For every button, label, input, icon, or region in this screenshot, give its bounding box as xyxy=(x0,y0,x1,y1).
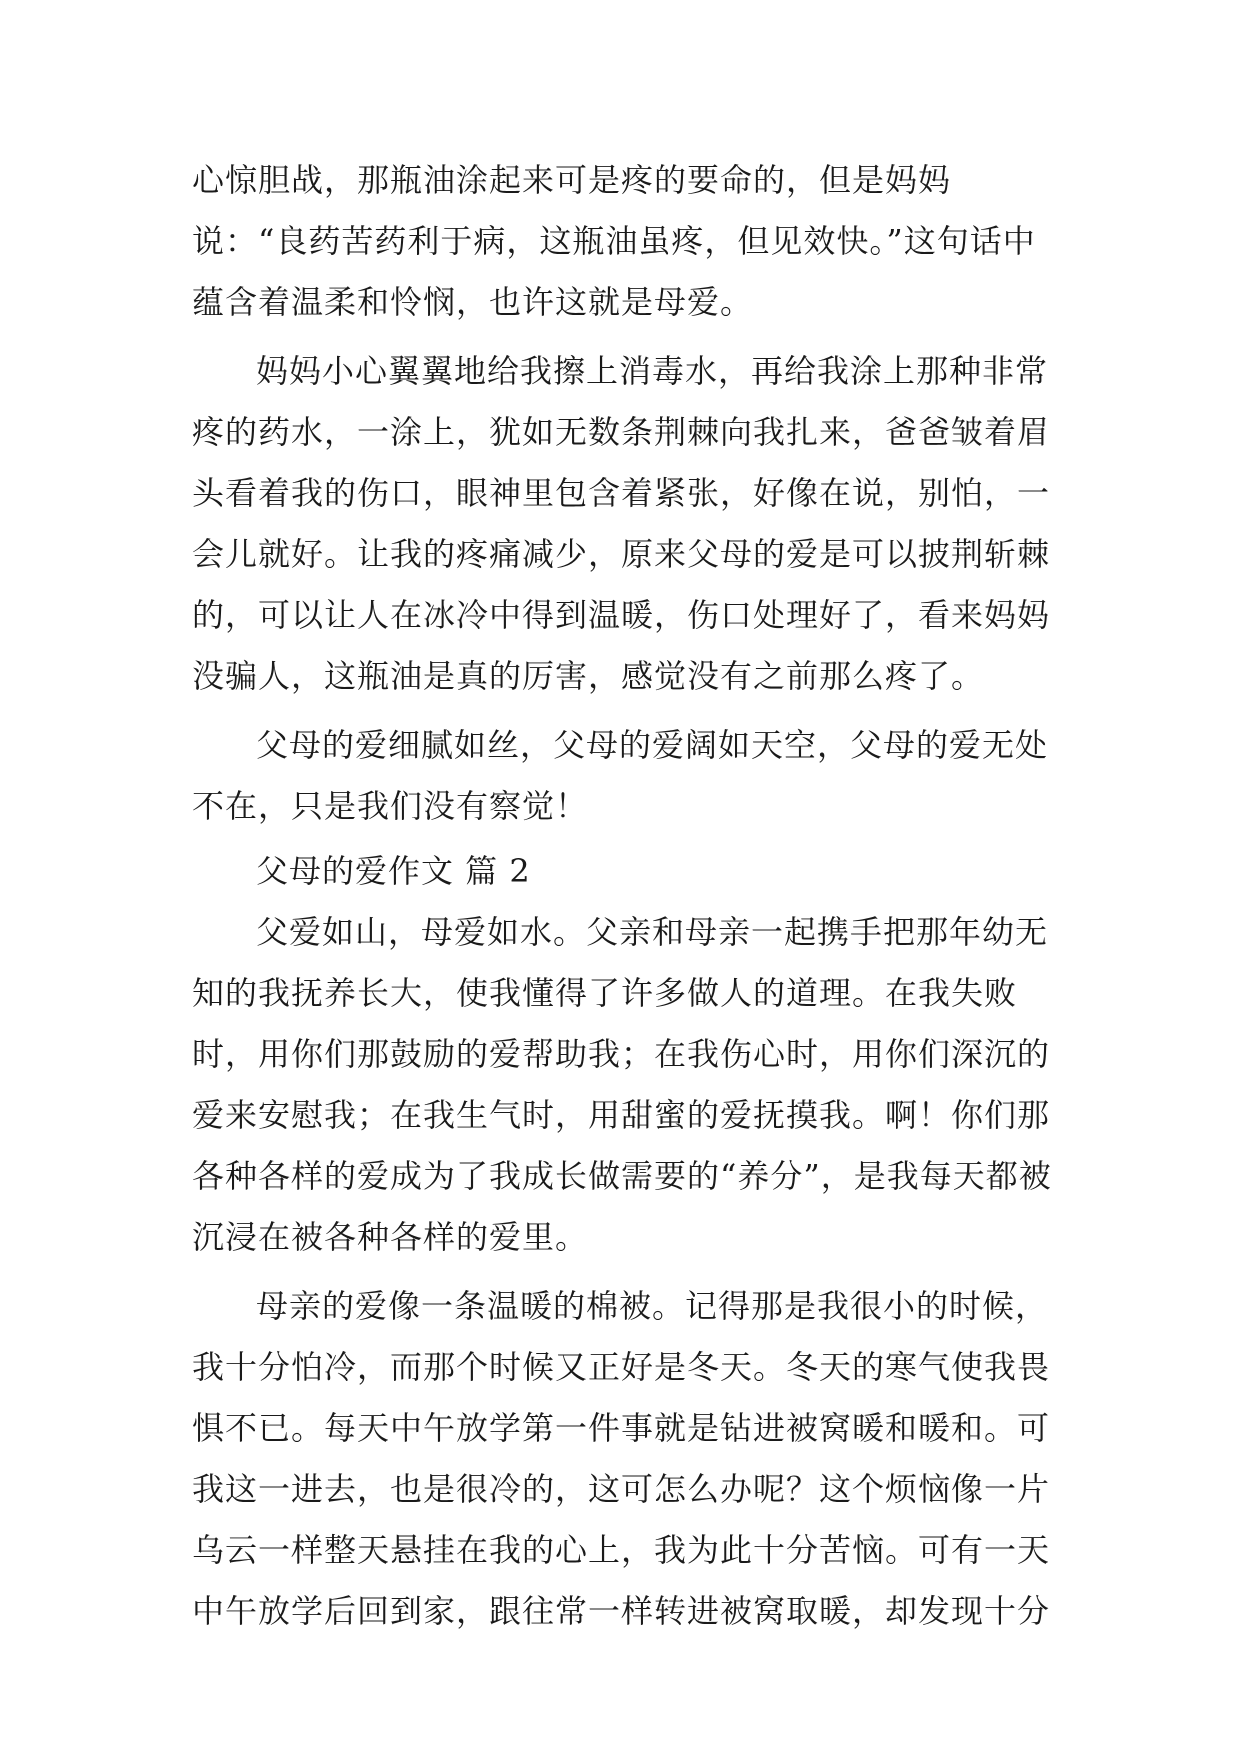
paragraph-treatment: 妈妈小心翼翼地给我擦上消毒水，再给我涂上那种非常疼的药水，一涂上，犹如无数条荆棘向我扎来，爸爸皱着眉头看着我的伤口，眼神里包含着紧张，好像在说，别怕，一会儿就好。让我的疼痛减少，原来父母的爱是可以披荆斩棘的，可以让人在冰冷中得到温暖，伤口处理好了，看来妈妈没骗人，这瓶油是真的厉害，感觉没有之前那么疼了。 xyxy=(192,352,1051,695)
paragraph-mother-quilt: 母亲的爱像一条温暖的棉被。记得那是我很小的时候，我十分怕冷，而那个时候又正好是冬天。冬天的寒气使我畏惧不已。每天中午放学第一件事就是钻进被窝暖和暖和。可我这一进去，也是很冷的，这可怎么办呢？这个烦恼像一片乌云一样整天悬挂在我的心上，我为此十分苦恼。可有一天中午放学后回到家，跟往常一样转进被窝取暖，却发现十分 xyxy=(192,1287,1051,1630)
paragraph-continuation: 心惊胆战，那瓶油涂起来可是疼的要命的，但是妈妈说：“良药苦药利于病，这瓶油虽疼，但见效快。”这句话中蕴含着温柔和怜悯，也许这就是母爱。 xyxy=(192,161,1036,321)
paragraph-father-mother: 父爱如山，母爱如水。父亲和母亲一起携手把那年幼无知的我抚养长大，使我懂得了许多做人的道理。在我失败时，用你们那鼓励的爱帮助我；在我伤心时，用你们深沉的爱来安慰我；在我生气时，用甜蜜的爱抚摸我。啊！你们那各种各样的爱成为了我成长做需要的“养分”，是我每天都被沉浸在被各种各样的爱里。 xyxy=(192,913,1052,1256)
document-body xyxy=(192,150,1052,1642)
paragraph-parents-love: 父母的爱细腻如丝，父母的爱阔如天空，父母的爱无处不在，只是我们没有察觉！ xyxy=(192,726,1049,825)
essay-heading: 父母的爱作文 篇 2 xyxy=(256,852,531,890)
